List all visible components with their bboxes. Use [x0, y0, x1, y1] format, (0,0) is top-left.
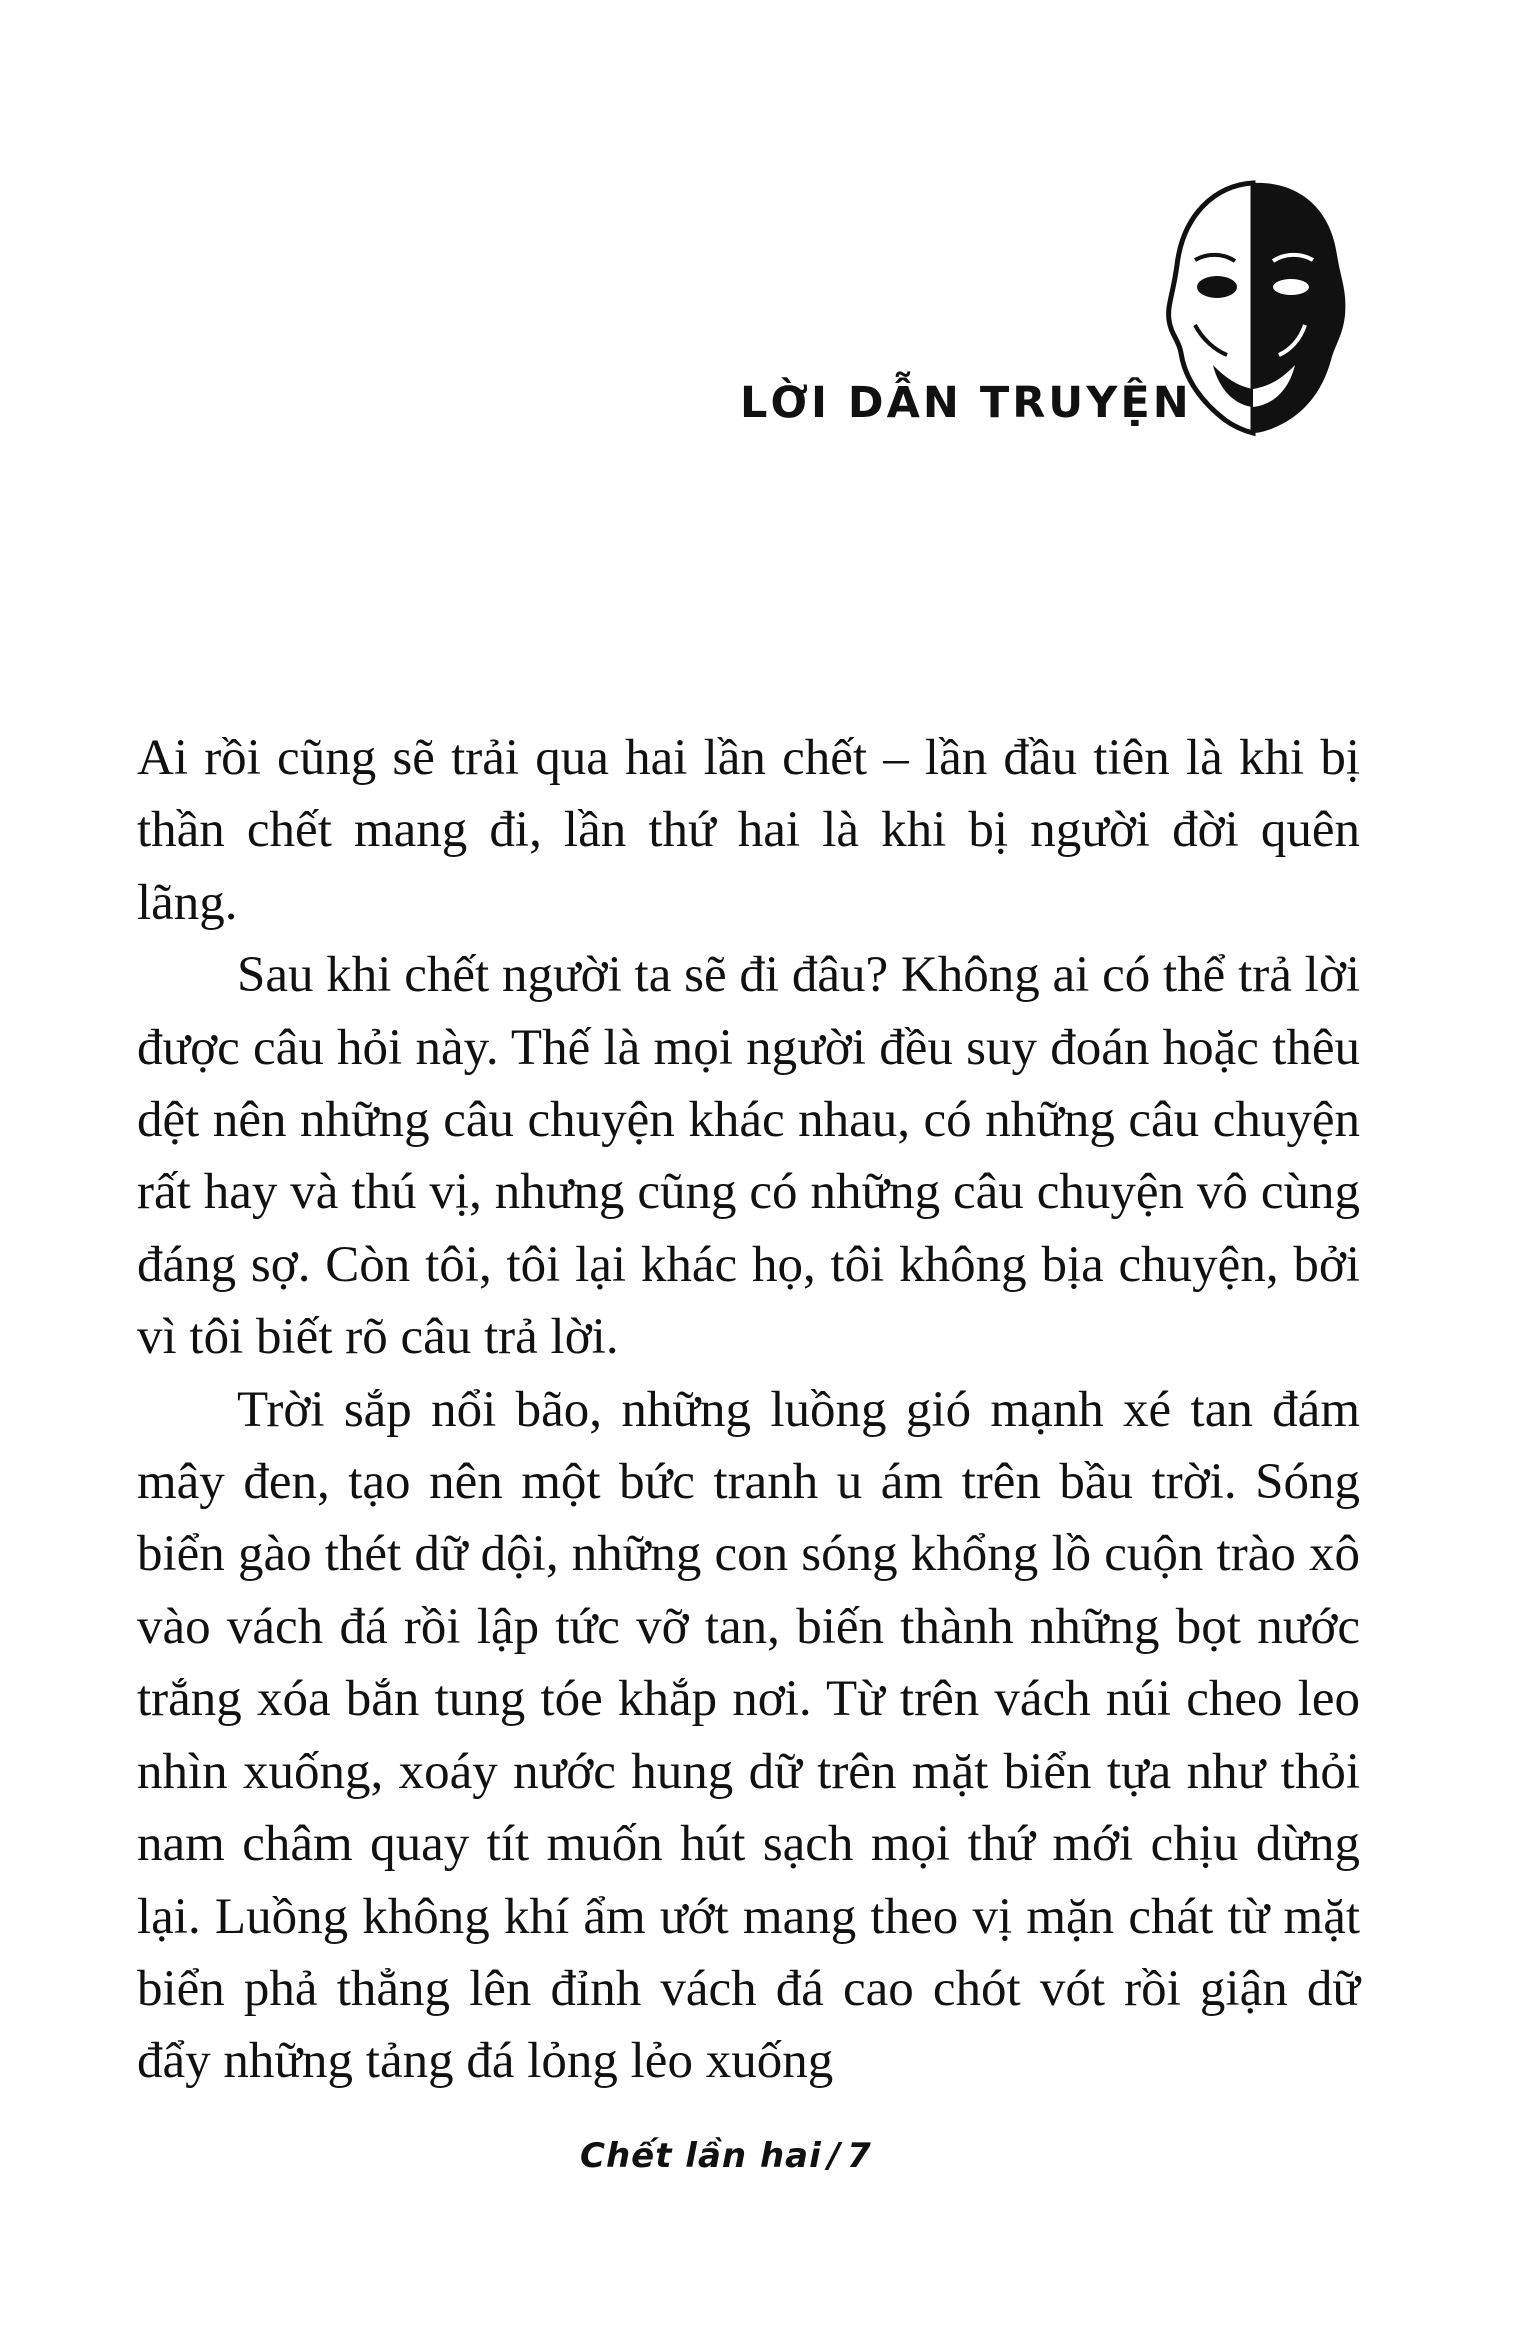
body-text: [137, 722, 1360, 2098]
chapter-title: LỜI DẪN TRUYỆN: [740, 378, 1192, 428]
footer-separator: /: [827, 2136, 842, 2176]
mask-left-eye: [1197, 276, 1237, 298]
page-footer: [580, 2136, 980, 2176]
paragraph-1: Ai rồi cũng sẽ trải qua hai lần chết – lần đầu tiên là khi bị thần chết mang đi, lần thứ hai là khi bị người đời quên lãng.: [137, 730, 1360, 931]
paragraph-3: Trời sắp nổi bão, những luồng gió mạnh xé tan đám mây đen, tạo nên một bức tranh u ám trên bầu trời. Sóng biển gào thét dữ dội, những con sóng khổng lồ cuộn trào xô vào vách đá rồi lập tức vỡ tan, biến thành những bọt nước trắng xóa bắn tung tóe khắp nơi. Từ trên vách núi cheo leo nhìn xuống, xoáy nước hung dữ trên mặt biển tựa như thỏi nam châm quay tít muốn hút sạch mọi thứ mới chịu dừng lại. Luồng không khí ẩm ướt mang theo vị mặn chát từ mặt biển phả thẳng lên đỉnh vách đá cao chót vót rồi giận dữ đẩy những tảng đá lỏng lẻo xuống: [137, 1381, 1360, 2090]
mask-right-eye: [1273, 279, 1309, 295]
paragraph-2: Sau khi chết người ta sẽ đi đâu? Không ai có thể trả lời được câu hỏi này. Thế là mọi người đều suy đoán hoặc thêu dệt nên những câu chuyện khác nhau, có những câu chuyện rất hay và thú vị, nhưng cũng có những câu chuyện vô cùng đáng sợ. Còn tôi, tôi lại khác họ, tôi không bịa chuyện, bởi vì tôi biết rõ câu trả lời.: [137, 947, 1360, 1366]
footer-book-title: Chết lần hai: [580, 2136, 822, 2176]
page-number: 7: [847, 2136, 872, 2176]
